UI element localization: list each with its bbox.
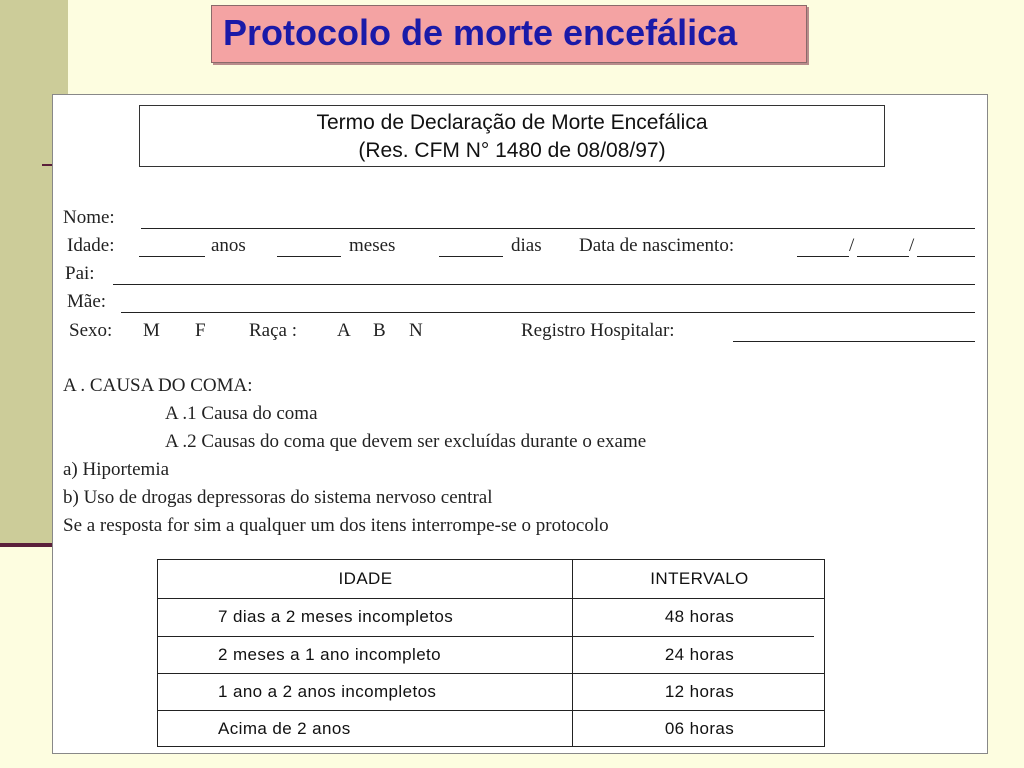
table-header-intervalo: INTERVALO	[650, 569, 749, 588]
field-birthdate-label: Data de nascimento:	[579, 235, 735, 256]
field-birthdate-slash: /	[849, 235, 855, 256]
section-a2: A .2 Causas do coma que devem ser excluídas durante o exame	[165, 431, 647, 452]
table-cell-idade: 7 dias a 2 meses incompletos	[218, 607, 454, 626]
field-meses-line	[277, 256, 341, 257]
declaration-header	[139, 105, 885, 167]
field-raca-n: N	[409, 320, 423, 341]
decorative-divider	[0, 543, 60, 547]
declaration-resolution: (Res. CFM N° 1480 de 08/08/97)	[358, 139, 666, 162]
field-idade-label: Idade:	[67, 235, 115, 256]
field-meses-label: meses	[349, 235, 396, 256]
field-anos-label: anos	[211, 235, 246, 256]
table-header-row	[158, 560, 824, 597]
field-nome-label: Nome:	[63, 207, 115, 228]
field-nome-line	[141, 228, 975, 229]
table-row	[158, 598, 824, 635]
table-cell-intervalo: 24 horas	[664, 645, 735, 664]
table-cell-intervalo: 12 horas	[664, 682, 735, 701]
section-note: Se a resposta for sim a qualquer um dos itens interrompe-se o protocolo	[63, 515, 609, 536]
section-item-a: a) Hiportemia	[63, 459, 170, 480]
section-a1: A .1 Causa do coma	[165, 403, 318, 424]
table-cell-intervalo: 48 horas	[664, 607, 735, 626]
table-header-idade: IDADE	[338, 569, 393, 588]
field-raca-b: B	[373, 320, 386, 341]
field-anos-line	[139, 256, 205, 257]
table-row	[158, 710, 824, 747]
field-registro-line	[733, 341, 975, 342]
field-sexo-m: M	[143, 320, 160, 341]
field-registro-label: Registro Hospitalar:	[521, 320, 675, 341]
table-row	[158, 636, 824, 673]
section-item-b: b) Uso de drogas depressoras do sistema nervoso central	[63, 487, 493, 508]
table-cell-intervalo: 06 horas	[664, 719, 735, 738]
section-a-title: A . CAUSA DO COMA:	[63, 375, 253, 396]
field-sexo-label: Sexo:	[69, 320, 113, 341]
field-sexo-f: F	[195, 320, 206, 341]
field-raca-a: A	[337, 320, 351, 341]
field-dias-line	[439, 256, 503, 257]
field-birthdate-day-line	[797, 256, 849, 257]
field-pai-label: Pai:	[65, 263, 95, 284]
field-birthdate-month-line	[857, 256, 909, 257]
field-pai-line	[113, 284, 975, 285]
field-birthdate-year-line	[917, 256, 975, 257]
table-cell-idade: 1 ano a 2 anos incompletos	[218, 682, 437, 701]
slide-title: Protocolo de morte encefálica	[223, 12, 738, 53]
declaration-document	[52, 94, 988, 754]
declaration-title: Termo de Declaração de Morte Encefálica	[316, 111, 708, 134]
field-mae-label: Mãe:	[67, 291, 107, 312]
field-mae-line	[121, 312, 975, 313]
interval-table	[157, 559, 825, 747]
field-dias-label: dias	[511, 235, 542, 256]
table-row	[158, 673, 824, 710]
table-cell-idade: Acima de 2 anos	[218, 719, 351, 738]
field-birthdate-slash: /	[909, 235, 915, 256]
table-cell-idade: 2 meses a 1 ano incompleto	[218, 645, 442, 664]
field-raca-label: Raça :	[249, 320, 298, 341]
